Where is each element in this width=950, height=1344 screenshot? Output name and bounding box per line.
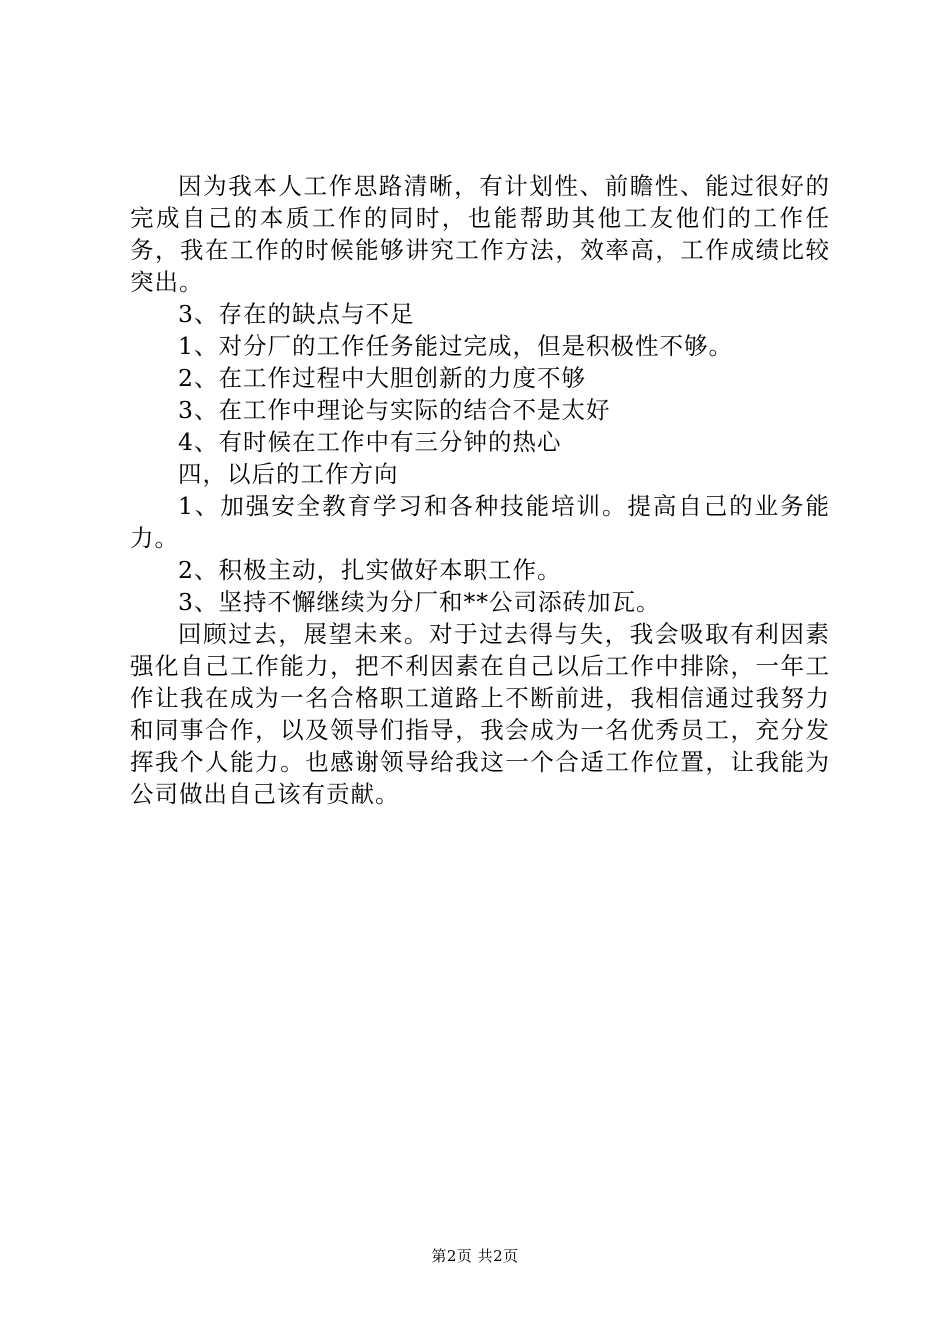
- page-footer: [0, 1246, 950, 1266]
- paragraph-conclusion: 回顾过去，展望未来。对于过去得与失，我会吸取有利因素强化自己工作能力，把不利因素在自己以后工作中排除，一年工作让我在成为一名合格职工道路上不断前进，我相信通过我努力和同事合作，以及领导们指导，我会成为一名优秀员工，充分发挥我个人能力。也感谢领导给我这一个合适工作位置，让我能为公司做出自己该有贡献。: [130, 620, 830, 808]
- list-item: 3、在工作中理论与实际的结合不是太好: [178, 396, 611, 424]
- list-item: 3、坚持不懈继续为分厂和**公司添砖加瓦。: [178, 588, 661, 616]
- document-body: [130, 170, 830, 810]
- list-item: 2、在工作过程中大胆创新的力度不够: [178, 364, 586, 392]
- section-heading-shortcomings: 3、存在的缺点与不足: [178, 300, 415, 328]
- page-number-label: 第2页 共2页: [431, 1247, 519, 1265]
- paragraph-summary: 因为我本人工作思路清晰，有计划性、前瞻性、能过很好的完成自己的本质工作的同时，也能帮助其他工友他们的工作任务，我在工作的时候能够讲究工作方法，效率高，工作成绩比较突出。: [130, 172, 830, 296]
- list-item: 1、对分厂的工作任务能过完成，但是积极性不够。: [178, 332, 733, 360]
- list-item: 4、有时候在工作中有三分钟的热心: [178, 428, 562, 456]
- list-item: 1、加强安全教育学习和各种技能培训。提高自己的业务能力。: [130, 492, 830, 552]
- list-item: 2、积极主动，扎实做好本职工作。: [178, 556, 562, 584]
- section-heading-future-direction: 四，以后的工作方向: [178, 460, 399, 488]
